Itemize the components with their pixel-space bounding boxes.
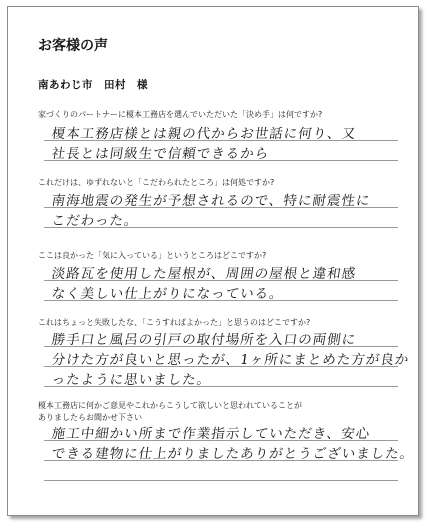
answer-line: なく美しい仕上がりになっている。 xyxy=(50,286,285,302)
ruled-line xyxy=(44,300,398,301)
answer-line: できる建物に仕上がりましたありがとうございました。 xyxy=(50,446,416,462)
ruled-line xyxy=(44,480,398,481)
ruled-line xyxy=(44,227,398,228)
answer-line: 社長とは同級生で信頼できるから xyxy=(50,146,271,162)
question-feedback-cont: ありましたらお聞かせ下さい xyxy=(38,413,142,422)
customer-name: 南あわじ市 田村 様 xyxy=(38,79,148,91)
answer-line: 南海地震の発生が予想されるので、特に耐震性に xyxy=(50,193,372,209)
testimonial-sheet xyxy=(7,6,419,516)
answer-line: ったように思いました。 xyxy=(50,372,213,388)
question-feedback: 榎本工務店に何かご意見やこれからこうして欲しいと思われていることが xyxy=(38,401,302,410)
answer-line: 勝手口と風呂の引戸の取付場所を入口の両側に xyxy=(50,332,358,348)
ruled-line xyxy=(44,440,398,441)
question-favorite-points: ここは良かった「気に入っている」というところはどこですか? xyxy=(38,251,267,260)
question-regrets: これはちょっと失敗したな、「こうすればよかった」と思うのはどこですか? xyxy=(38,318,311,327)
ruled-line xyxy=(44,460,398,461)
question-particular-points: これだけは、ゆずれないと「こだわられたところ」は何処ですか? xyxy=(38,178,275,187)
ruled-line xyxy=(44,140,398,141)
answer-line: 施工中細かい所まで作業指示していただき、安心 xyxy=(50,426,372,442)
answer-line: 榎本工務店様とは親の代からお世話に何り、又 xyxy=(50,126,358,142)
answer-line: こだわった。 xyxy=(50,213,140,229)
answer-line: 分けた方が良いと思ったが、1ヶ所にまとめた方が良か xyxy=(50,352,411,368)
ruled-line xyxy=(44,346,398,347)
ruled-line xyxy=(44,386,398,387)
ruled-line xyxy=(44,280,398,281)
ruled-line xyxy=(44,160,398,161)
page-title: お客様の声 xyxy=(38,38,108,54)
question-deciding-factor: 家づくりのパートナーに榎本工務店を選んでいただいた「決め手」は何ですか? xyxy=(38,110,323,119)
ruled-line xyxy=(44,366,398,367)
ruled-line xyxy=(44,207,398,208)
answer-line: 淡路瓦を使用した屋根が、周囲の屋根と違和感 xyxy=(50,266,358,282)
